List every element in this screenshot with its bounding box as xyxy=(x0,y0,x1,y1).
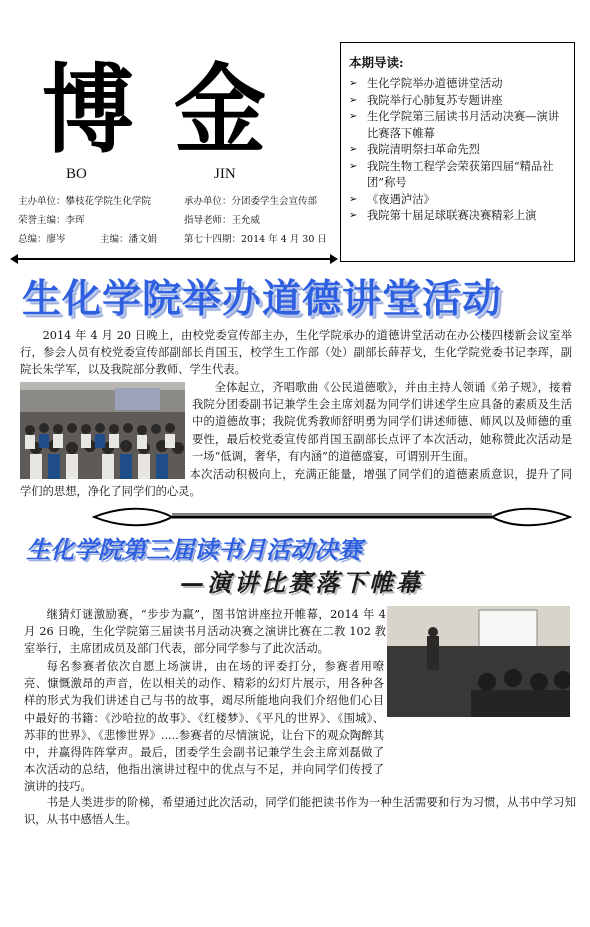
article1-paragraph: 全体起立，齐唱歌曲《公民道德歌》，并由主持人领诵《弟子规》，接着我院分团委副书记兼学生会主席刘磊为同学们讲述学生应具备的素质及生活中的道德故事；我院优秀教师舒明勇为同学们讲述师德、师风以及师德的重要性，最后校党委宣传部肖国玉副部长点评了本次活动，她称赞此次活动是一场“低调，奢华，有内涵”的道德盛宴，可谓别开生面。 xyxy=(192,381,572,463)
toc-list xyxy=(349,76,566,225)
arrow-bullet-icon: ➢ xyxy=(349,160,358,172)
info-sponsor: 主办单位：攀枝花学院生化学院 xyxy=(18,196,152,207)
info-chief-editor: 总编：廖岑 xyxy=(18,234,66,245)
article1-paragraph: 2014 年 4 月 20 日晚上，由校党委宣传部主办，生化学院承办的道德讲堂活动在办公楼四楼新会议室举行，参会人员有校党委宣传部副部长肖国玉，校学生工作部（处）副部长薛荐戈，生化学院党委书记李珲，副院长朱学军，以及我院部分教师、学生代表。 xyxy=(20,329,572,377)
article1-headline: 生化学院举办道德讲堂活动 xyxy=(22,277,503,322)
toc-item[interactable] xyxy=(349,93,566,110)
arrow-bullet-icon: ➢ xyxy=(349,94,358,106)
info-editor: 主编：潘文娟 xyxy=(100,234,158,245)
toc-item-label: 我院清明祭扫革命先烈 xyxy=(367,143,480,156)
arrow-bullet-icon: ➢ xyxy=(349,144,358,155)
rule-right-arrow xyxy=(330,254,338,264)
info-issue: 第七十四期：2014 年 4 月 30 日 xyxy=(184,234,327,245)
article2-subheadline: —演讲比赛落下帷幕 xyxy=(180,568,423,597)
masthead-roman-bo: BO xyxy=(66,166,87,182)
article1-paragraph: 本次活动积极向上，充满正能量，增强了同学们的道德素质意识，提升了同学们的思想，净化了同学们的心灵。 xyxy=(20,468,572,499)
article2-paragraph: 继猜灯谜激励赛，“步步为赢”，图书馆讲座拉开帷幕，2014 年 4 月 26 日晚，生化学院第三届读书月活动决赛之演讲比赛在二教 102 教室举行，主席团成员及部门代表，部分同学参与了此次活动。 xyxy=(24,608,386,656)
toc-item-label: 我院举行心肺复苏专题讲座 xyxy=(367,93,503,107)
article2-headline: 生化学院第三届读书月活动决赛 xyxy=(26,536,362,564)
article2-paragraph: 每名参赛者依次自愿上场演讲，由在场的评委打分，参赛者用嘹亮、慷慨激昂的声音，佐以相关的动作、精彩的幻灯片展示，用各种各样的形式为我们讲述自己与书的故事，竭尽所能地向我们介绍他们心目中最好的书籍：《沙哈拉的故事》、《红楼梦》、《平凡的世界》、《围城》、苏菲的世界》、《悲惨世界》.....参赛者的尽情演说，让台下的观众陶醉其中，并赢得阵阵掌声。最后，团委学生会副书记兼学生会主席刘磊做了本次活动的总结，他指出演讲过程中的优点与不足，并向同学们传授了演讲的技巧。 xyxy=(24,660,384,794)
arrow-bullet-icon: ➢ xyxy=(349,111,358,122)
masthead-rule xyxy=(14,258,332,260)
toc-item-label: 生化学院第三届读书月活动决赛—演讲比赛落下帷幕 xyxy=(367,110,560,140)
toc-title: 本期导读: xyxy=(349,55,404,70)
meeting-photo xyxy=(20,382,185,479)
toc-item[interactable] xyxy=(349,142,566,159)
toc-item[interactable] xyxy=(349,76,566,93)
info-advisor: 指导老师：王允威 xyxy=(184,215,261,226)
toc-item[interactable] xyxy=(349,109,566,142)
toc-item[interactable] xyxy=(349,192,566,209)
toc-item-label: 《夜遇泸沽》 xyxy=(367,192,435,206)
speech-photo xyxy=(387,606,570,717)
table-of-contents xyxy=(340,42,575,262)
masthead-char-jin: 金 xyxy=(174,53,267,167)
masthead-char-bo: 博 xyxy=(42,53,135,167)
ornament-divider xyxy=(92,502,572,532)
toc-item-label: 生化学院举办道德讲堂活动 xyxy=(367,77,503,90)
toc-item[interactable] xyxy=(349,159,566,192)
arrow-bullet-icon: ➢ xyxy=(349,210,358,221)
info-organizer: 承办单位：分团委学生会宣传部 xyxy=(184,196,318,207)
arrow-bullet-icon: ➢ xyxy=(349,78,358,89)
masthead-roman-jin: JIN xyxy=(214,166,236,182)
article2-paragraph: 书是人类进步的阶梯，希望通过此次活动，同学们能把读书作为一种生活需要和行为习惯，从书中学习知识，从书中感悟人生。 xyxy=(24,796,576,827)
toc-item-label: 我院第十届足球联赛决赛精彩上演 xyxy=(367,209,537,222)
info-honor-editor: 荣誉主编：李珲 xyxy=(18,215,85,226)
toc-item[interactable] xyxy=(349,208,566,225)
toc-item-label: 我院生物工程学会荣获第四届“精品社团”称号 xyxy=(367,159,554,189)
arrow-bullet-icon: ➢ xyxy=(349,193,358,205)
